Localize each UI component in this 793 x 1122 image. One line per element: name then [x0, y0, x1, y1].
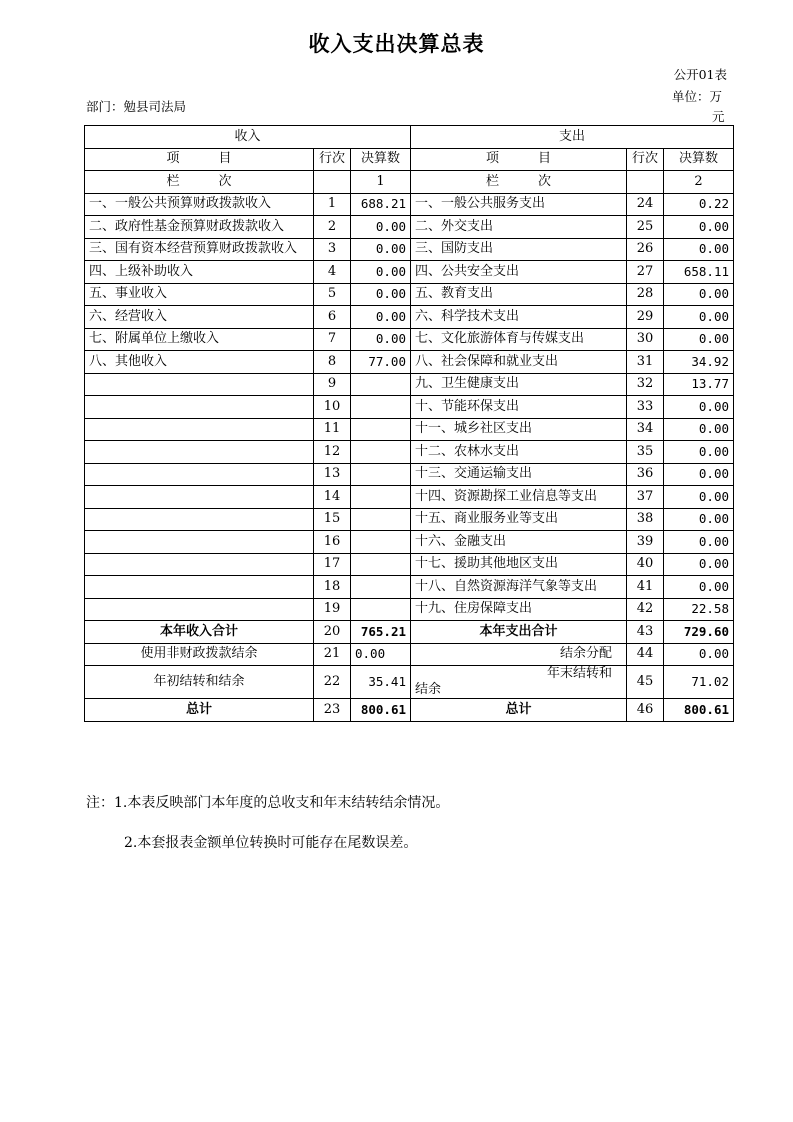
grand-total-expense-row-no: 46 — [627, 699, 664, 722]
expense-item-cell: 八、社会保障和就业支出 — [411, 351, 627, 374]
expense-amount-cell: 22.58 — [664, 598, 734, 621]
expense-section-header: 支出 — [411, 126, 734, 149]
table-row — [85, 553, 734, 576]
income-row-no-cell: 1 — [314, 193, 351, 216]
income-row-no-cell: 4 — [314, 261, 351, 284]
nonfiscal-surplus-label: 使用非财政拨款结余 — [85, 643, 314, 666]
grand-total-income-row-no: 23 — [314, 699, 351, 722]
expense-row-no-cell: 34 — [627, 418, 664, 441]
expense-row-no-cell: 30 — [627, 328, 664, 351]
expense-row-no-cell: 25 — [627, 216, 664, 239]
income-item-cell: 三、国有资本经营预算财政拨款收入 — [85, 238, 314, 261]
expense-row-no-cell: 39 — [627, 531, 664, 554]
income-row-no-cell: 11 — [314, 418, 351, 441]
expense-item-cell: 六、科学技术支出 — [411, 306, 627, 329]
department-label: 部门：勉县司法局 — [86, 99, 187, 114]
income-item-cell — [85, 486, 314, 509]
expense-item-cell: 十七、援助其他地区支出 — [411, 553, 627, 576]
table-row — [85, 531, 734, 554]
table-row — [85, 508, 734, 531]
table-row — [85, 396, 734, 419]
expense-row-no-cell: 27 — [627, 261, 664, 284]
expense-amount-cell: 13.77 — [664, 373, 734, 396]
income-row-no-cell: 17 — [314, 553, 351, 576]
income-amount-cell: 0.00 — [351, 328, 411, 351]
ending-carryover-label-line2: 结余 — [415, 682, 442, 697]
expense-amount-cell: 0.00 — [664, 238, 734, 261]
income-row-no-cell: 16 — [314, 531, 351, 554]
nonfiscal-surplus-row-no: 21 — [314, 643, 351, 666]
nonfiscal-surplus-amount: 0.00 — [351, 643, 411, 666]
expense-amount-cell: 0.00 — [664, 283, 734, 306]
income-row-no-cell: 19 — [314, 598, 351, 621]
income-row-no-cell: 13 — [314, 463, 351, 486]
table-row — [85, 306, 734, 329]
income-item-cell: 八、其他收入 — [85, 351, 314, 374]
income-row-no-cell: 12 — [314, 441, 351, 464]
income-item-cell: 一、一般公共预算财政拨款收入 — [85, 193, 314, 216]
table-row — [85, 328, 734, 351]
table-row — [85, 486, 734, 509]
expense-row-no-cell: 41 — [627, 576, 664, 599]
surplus-distribution-label: 结余分配 — [411, 643, 627, 666]
expense-amount-cell: 0.00 — [664, 553, 734, 576]
income-item-cell — [85, 463, 314, 486]
expense-item-cell: 十一、城乡社区支出 — [411, 418, 627, 441]
income-amount-cell: 0.00 — [351, 283, 411, 306]
report-title: 收入支出决算总表 — [308, 32, 485, 56]
income-item-cell — [85, 418, 314, 441]
expense-item-cell: 十九、住房保障支出 — [411, 598, 627, 621]
expense-row-no-cell: 32 — [627, 373, 664, 396]
income-item-cell: 七、附属单位上缴收入 — [85, 328, 314, 351]
grand-total-expense-label: 总计 — [411, 699, 627, 722]
grand-total-expense-amount: 800.61 — [664, 699, 734, 722]
year-income-total-amount: 765.21 — [351, 621, 411, 644]
income-amount-cell: 0.00 — [351, 306, 411, 329]
year-expense-total-row-no: 43 — [627, 621, 664, 644]
data-rows — [85, 193, 734, 621]
table-row — [85, 261, 734, 284]
surplus-distribution-row-no: 44 — [627, 643, 664, 666]
expense-amount-cell: 0.22 — [664, 193, 734, 216]
income-amount-cell: 0.00 — [351, 216, 411, 239]
expense-item-cell: 二、外交支出 — [411, 216, 627, 239]
income-item-cell: 六、经营收入 — [85, 306, 314, 329]
beginning-carryover-row-no: 22 — [314, 666, 351, 699]
income-item-header: 项 目 — [85, 148, 314, 171]
expense-item-cell: 十六、金融支出 — [411, 531, 627, 554]
income-row-no-cell: 3 — [314, 238, 351, 261]
expense-amount-cell: 0.00 — [664, 576, 734, 599]
year-expense-total-amount: 729.60 — [664, 621, 734, 644]
expense-row-no-cell: 29 — [627, 306, 664, 329]
income-amount-cell: 0.00 — [351, 261, 411, 284]
expense-item-cell: 十四、资源勘探工业信息等支出 — [411, 486, 627, 509]
form-number: 公开01表 — [673, 67, 727, 82]
table-row — [85, 193, 734, 216]
income-section-header: 收入 — [85, 126, 411, 149]
expense-row-no-cell: 24 — [627, 193, 664, 216]
income-row-no-cell: 18 — [314, 576, 351, 599]
ending-carryover-amount: 71.02 — [664, 666, 734, 699]
year-income-total-label: 本年收入合计 — [85, 621, 314, 644]
year-income-total-row-no: 20 — [314, 621, 351, 644]
income-row-no-cell: 2 — [314, 216, 351, 239]
income-amount-cell — [351, 508, 411, 531]
beginning-carryover-label: 年初结转和结余 — [85, 666, 314, 699]
income-row-no-cell: 5 — [314, 283, 351, 306]
expense-amount-cell: 0.00 — [664, 486, 734, 509]
footnotes — [86, 792, 450, 851]
ending-carryover-row-no: 45 — [627, 666, 664, 699]
income-amount-cell — [351, 531, 411, 554]
income-amount-cell — [351, 441, 411, 464]
unit-label-text: 单位：万 — [672, 89, 723, 104]
expense-row-no-cell: 40 — [627, 553, 664, 576]
income-item-cell — [85, 396, 314, 419]
beginning-carryover-amount: 35.41 — [351, 666, 411, 699]
income-row-no-cell: 6 — [314, 306, 351, 329]
expense-amount-cell: 0.00 — [664, 418, 734, 441]
expense-amount-cell: 34.92 — [664, 351, 734, 374]
expense-item-cell: 十、节能环保支出 — [411, 396, 627, 419]
income-item-cell — [85, 576, 314, 599]
expense-row-no-cell: 35 — [627, 441, 664, 464]
expense-amount-cell: 0.00 — [664, 216, 734, 239]
income-item-cell — [85, 531, 314, 554]
income-amount-cell — [351, 598, 411, 621]
income-amount-cell — [351, 418, 411, 441]
expense-amount-cell: 658.11 — [664, 261, 734, 284]
income-amount-header: 决算数 — [351, 148, 411, 171]
expense-row-no-cell: 42 — [627, 598, 664, 621]
expense-column-number: 2 — [664, 171, 734, 194]
table-row — [85, 351, 734, 374]
table-row — [85, 441, 734, 464]
income-row-no-cell: 9 — [314, 373, 351, 396]
expense-item-cell: 五、教育支出 — [411, 283, 627, 306]
income-item-cell — [85, 553, 314, 576]
expense-row-no-cell: 37 — [627, 486, 664, 509]
expense-column-label: 栏 次 — [411, 171, 627, 194]
expense-item-header: 项 目 — [411, 148, 627, 171]
grand-total-income-label: 总计 — [85, 699, 314, 722]
income-item-cell — [85, 598, 314, 621]
income-row-no-cell: 15 — [314, 508, 351, 531]
table-row — [85, 576, 734, 599]
expense-row-no-cell: 38 — [627, 508, 664, 531]
unit-label-tail: 元 — [712, 109, 725, 124]
footnote-1: 注：1.本表反映部门本年度的总收支和年末结转结余情况。 — [86, 795, 450, 811]
income-amount-cell — [351, 396, 411, 419]
table-row — [85, 373, 734, 396]
income-row-no-cell: 14 — [314, 486, 351, 509]
expense-amount-cell: 0.00 — [664, 441, 734, 464]
income-row-no-cell: 7 — [314, 328, 351, 351]
income-amount-cell — [351, 463, 411, 486]
income-row-no-cell: 8 — [314, 351, 351, 374]
table-row — [85, 463, 734, 486]
income-amount-cell — [351, 576, 411, 599]
expense-item-cell: 一、一般公共服务支出 — [411, 193, 627, 216]
footnote-2: 2.本套报表金额单位转换时可能存在尾数误差。 — [124, 835, 418, 851]
expense-amount-header: 决算数 — [664, 148, 734, 171]
income-item-cell — [85, 441, 314, 464]
income-row-no-header: 行次 — [314, 148, 351, 171]
expense-item-cell: 三、国防支出 — [411, 238, 627, 261]
expense-amount-cell: 0.00 — [664, 328, 734, 351]
table-row — [85, 598, 734, 621]
expense-column-blank — [627, 171, 664, 194]
income-item-cell: 四、上级补助收入 — [85, 261, 314, 284]
expense-amount-cell: 0.00 — [664, 306, 734, 329]
income-amount-cell: 0.00 — [351, 238, 411, 261]
income-row-no-cell: 10 — [314, 396, 351, 419]
income-item-cell: 二、政府性基金预算财政拨款收入 — [85, 216, 314, 239]
year-expense-total-label: 本年支出合计 — [411, 621, 627, 644]
ending-carryover-label-line1: 年末结转和 — [546, 666, 612, 681]
expense-item-cell: 十三、交通运输支出 — [411, 463, 627, 486]
unit-label — [672, 87, 732, 127]
income-amount-cell — [351, 373, 411, 396]
income-amount-cell: 77.00 — [351, 351, 411, 374]
expense-row-no-cell: 33 — [627, 396, 664, 419]
income-item-cell — [85, 373, 314, 396]
income-amount-cell — [351, 486, 411, 509]
income-amount-cell: 688.21 — [351, 193, 411, 216]
income-amount-cell — [351, 553, 411, 576]
expense-item-cell: 七、文化旅游体育与传媒支出 — [411, 328, 627, 351]
expense-row-no-cell: 31 — [627, 351, 664, 374]
expense-row-no-cell: 28 — [627, 283, 664, 306]
income-item-cell: 五、事业收入 — [85, 283, 314, 306]
income-expense-table — [84, 125, 734, 722]
expense-row-no-header: 行次 — [627, 148, 664, 171]
table-row — [85, 283, 734, 306]
income-column-label: 栏 次 — [85, 171, 314, 194]
table-row — [85, 216, 734, 239]
expense-row-no-cell: 26 — [627, 238, 664, 261]
expense-amount-cell: 0.00 — [664, 508, 734, 531]
table-row — [85, 418, 734, 441]
grand-total-income-amount: 800.61 — [351, 699, 411, 722]
table-row — [85, 238, 734, 261]
expense-amount-cell: 0.00 — [664, 396, 734, 419]
expense-amount-cell: 0.00 — [664, 463, 734, 486]
expense-item-cell: 四、公共安全支出 — [411, 261, 627, 284]
surplus-distribution-amount: 0.00 — [664, 643, 734, 666]
income-column-number: 1 — [351, 171, 411, 194]
income-item-cell — [85, 508, 314, 531]
income-column-blank — [314, 171, 351, 194]
expense-amount-cell: 0.00 — [664, 531, 734, 554]
expense-item-cell: 十八、自然资源海洋气象等支出 — [411, 576, 627, 599]
expense-item-cell: 十二、农林水支出 — [411, 441, 627, 464]
ending-carryover-label — [411, 666, 627, 699]
expense-item-cell: 十五、商业服务业等支出 — [411, 508, 627, 531]
expense-row-no-cell: 36 — [627, 463, 664, 486]
expense-item-cell: 九、卫生健康支出 — [411, 373, 627, 396]
